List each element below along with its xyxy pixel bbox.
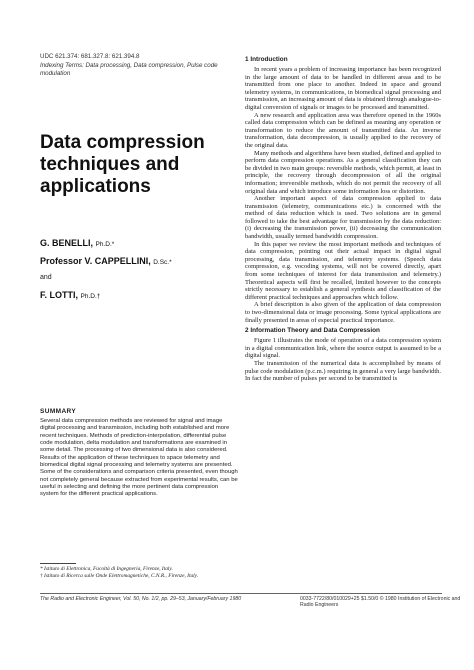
footnote: † Istituto di Ricerca sulle Onde Elettromagnetiche, C.N.R., Firenze, Italy. (40, 572, 199, 579)
udc-code: UDC 621.374: 681.327.8: 621.394.8 (40, 53, 140, 60)
body-paragraph: A brief description is also given of the application of data compression to two-dimensional data or image processing. Some typical applications are finally presented in areas of especial practical importance. (245, 301, 441, 324)
body-paragraph: Figure 1 illustrates the mode of operation of a data compression system in a digital communication link, where the source output is assumed to be a digital signal. (245, 337, 441, 360)
body-paragraph: Another important aspect of data compression applied to data transmission (telemetry, communications etc.) is concerned with the method of data reduction which is used. Two solutions are in general followed to take the best advantage for transmission by the data reduction: (i) decreasing the transmission power, (ii) decreasing the communication bandwidth, usually termed bandwidth compression. (245, 195, 441, 241)
author-name: G. BENELLI, (40, 238, 94, 248)
title-line: techniques and (40, 154, 180, 175)
author-1 (40, 238, 114, 248)
footnote-rule (40, 563, 76, 564)
summary-paragraph: Some of the considerations and comparison criteria presented, even though not completely general because extracted from experimental results, can be useful in selecting and defining the more pertinent data compression system for the different practical applications. (40, 469, 238, 498)
author-name: F. LOTTI, (40, 290, 78, 300)
and-text: and (40, 274, 52, 281)
author-degree: D.Sc.* (153, 259, 172, 266)
body-paragraph: In recent years a problem of increasing importance has been recognized in the large amount of data to be handled in different areas and to be transmitted from one place to another. Indeed in space and ground telemetry systems, in communications, in biomedical signal processing and transmission, an increasing amount of data is obtained through analogue-to-digital conversion of signals or images to be processed and transmitted. (245, 66, 441, 111)
author-degree: Ph.D.* (95, 241, 115, 248)
section-heading-information-theory: 2 Information Theory and Data Compression (245, 327, 380, 335)
summary-heading: SUMMARY (40, 408, 77, 415)
section-heading-introduction: 1 Introduction (245, 56, 288, 63)
footnotes (40, 566, 236, 579)
body-column (245, 56, 441, 383)
body-paragraph: The transmission of the numerical data is accomplished by means of pulse code modulation (p.c.m.) requiring in general a very large bandwidth. In fact the number of pulses per second to be transmitted is (245, 359, 441, 383)
indexing-terms: Indexing Terms: Data processing, Data compression, Pulse code modulation (40, 62, 218, 77)
summary-paragraph: Results of the application of these techniques to space telemetry and biomedical digital signal processing and telemetry systems are presented. (40, 454, 233, 469)
body-paragraph: In this paper we review the most important methods and techniques of data compression, pointing out their actual impact in digital signal processing, data transmission, and telemetry systems. (Speech data compression, e.g. vocoding systems, will not be covered directly, apart from some techniques of interest for data transmission and telemetry.) Theoretical aspects will first be recalled, limited however to the concepts strictly necessary to establish a general synthesis and classification of the different practical techniques and approaches which follow. (245, 240, 441, 301)
author-name: Professor V. CAPPELLINI, (40, 256, 151, 266)
footnote: * Istituto di Elettronica, Facoltà di Ingegneria, Firenze, Italy. (40, 566, 173, 572)
footer-rule (40, 593, 442, 594)
article-title (40, 132, 220, 198)
body-paragraph: Many methods and algorithms have been studied, defined and applied to perform data compression operations. As a general classification they can be divided in two main groups: reversible methods, which permit, at least in principle, the recovery through decompression of all the original information; irreversible methods, which do not permit the recovery of all original data and which introduce some information loss or distortion. (245, 149, 441, 195)
copyright-line: 0033-7722/80/010029+25 $1.50/0 © 1980 Institution of Electronic and Radio Engineers (300, 596, 461, 608)
summary-paragraph: Several data compression methods are reviewed for signal and image digital processing and transmission, including both established and more recent techniques. Methods of prediction-interpolation, differential pulse code modulation, delta modulation and transformations are examined in some detail. The processing of two dimensional data is also considered. (40, 418, 230, 454)
journal-citation: The Radio and Electronic Engineer, Vol. 50, No. 1/2, pp. 29–53, January/February 1980 (40, 596, 242, 602)
author-3 (40, 290, 100, 300)
body-paragraph: A new research and application area was therefore opened in the 1960s called data compression which can be defined as meaning any operation or transformation to reduce the amount of transmitted data. An inverse transformation, data decompression, is usually applied to the recovery of the original data. (245, 111, 441, 149)
title-line: Data compression (40, 132, 205, 153)
author-degree: Ph.D.† (80, 293, 101, 300)
author-2 (40, 256, 172, 266)
summary-body (40, 418, 238, 499)
title-line: applications (40, 176, 151, 197)
